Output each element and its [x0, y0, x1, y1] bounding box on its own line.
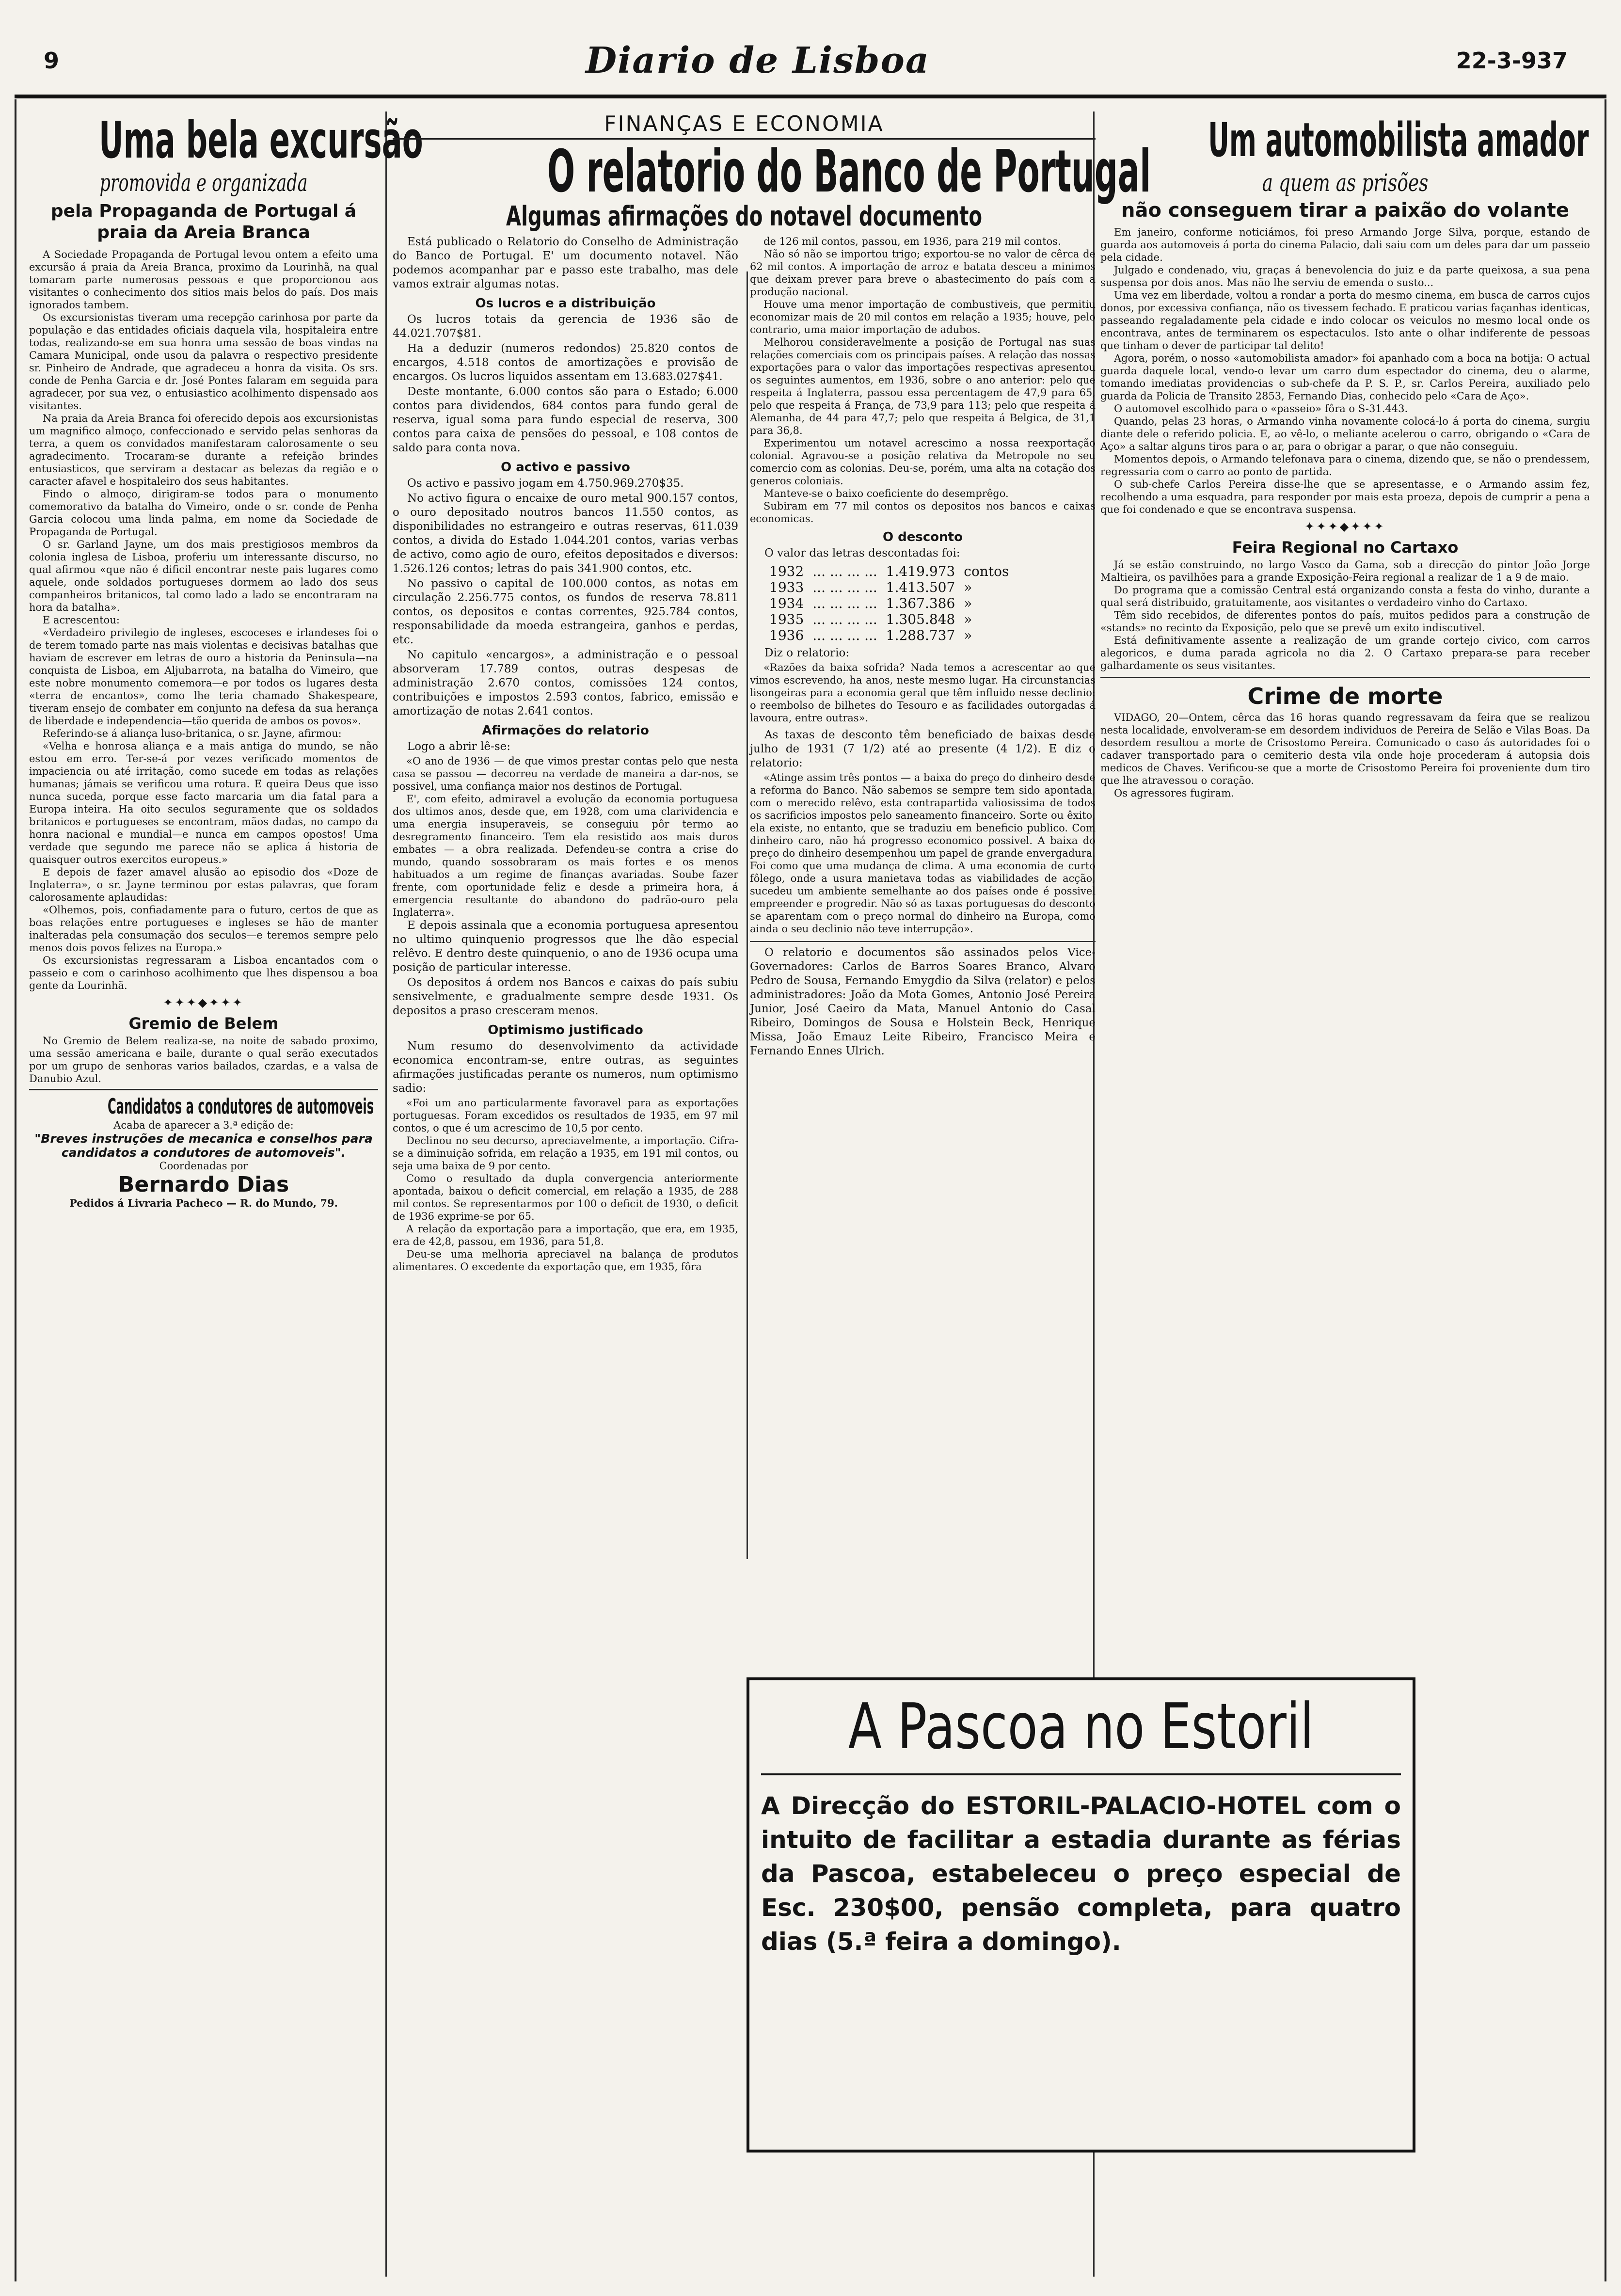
paragraph: Logo a abrir lê-se:: [407, 740, 511, 753]
rate-unit: »: [964, 627, 972, 643]
paragraph: Já se estão construindo, no largo Vasco da Gama, sob a direcção do pintor João Jorge Maltieira, os pavilhões para a grande Exposição-Feira regional a realizar de 1 a 9 de maio.: [1100, 559, 1590, 583]
deck: Algumas afirmações do notavel documento: [506, 201, 983, 232]
rate-unit: »: [964, 579, 972, 595]
table-row: [769, 627, 1017, 643]
masthead-rule: [15, 95, 1606, 98]
paragraph: O sub-chefe Carlos Pereira disse-lhe que se apresentasse, e o Armando assim fez, recolhendo a uma esquadra, para responder por mais esta proeza, depois de cumprir a pena a que foi condenado e que se encontrava suspensa.: [1100, 478, 1590, 515]
rate-unit: »: [964, 611, 972, 627]
headline: Uma bela excursão: [98, 111, 423, 170]
rate-value: 1.419.973: [886, 563, 955, 579]
discount-table: [769, 563, 1017, 643]
headline: Um automobilista amador: [1208, 113, 1589, 167]
paragraph: O relatorio e documentos são assinados pelos Vice-Governadores: Carlos de Barros Soares Branco, Alvaro Pedro de Sousa, Fernando Emygdio da Silva (relator) e pelos administradores: João da Mota Gomes, Antonio José Pereira Junior, José Caeiro da Mata, Manuel Antonio do Casal Ribeiro, Domingos de Sousa e Holstein Beck, Henrique Missa, João Emauz Leite Ribeiro, Francisco Meira e Fernando Ennes Ulrich.: [750, 946, 1096, 1057]
subheading: Optimismo justificado: [488, 1023, 643, 1037]
paragraph: «Razões da baixa sofrida? Nada temos a acrescentar ao que vimos escrevendo, ha anos, neste mesmo lugar. Ha circunstancias lisongeiras para a economia geral que têm influido nesse declinio: o reembolso de bilhetes do Tesouro e as facilidades outorgadas á lavoura, entre outras».: [750, 662, 1096, 724]
gremio-text: No Gremio de Belem realiza-se, na noite de sabado proximo, uma sessão americana e baile, durante o qual serão executados por um grupo de senhoras varios bailados, czardas, e a valsa de Danubio Azul.: [29, 1035, 378, 1084]
deck: não conseguem tirar a paixão do volante: [1121, 199, 1569, 222]
paragraph: Manteve-se o baixo coeficiente do desemprêgo.: [763, 488, 1009, 499]
rate-value: 1.305.848: [886, 611, 955, 627]
paragraph: No activo figura o encaixe de ouro metal 900.157 contos, o ouro depositado noutros bancos 11.550 contos, as disponibilidades no estrangeiro e outras reservas, 611.039 contos, a divida do Estado 1.044.201 contos, varias verbas de activo, como agio de ouro, efeitos depositados e diversos: 1.526.126 contos; letras do pais 341.900 contos, etc.: [393, 492, 738, 575]
orders-line: Pedidos á Livraria Pacheco — R. do Mundo, 79.: [69, 1197, 338, 1209]
paragraph: Os activo e passivo jogam em 4.750.969.270$35.: [407, 477, 684, 490]
subheading: O activo e passivo: [501, 460, 630, 475]
subhead: a quem as prisões: [1262, 169, 1429, 197]
section-kicker: FINANÇAS E ECONOMIA: [604, 112, 884, 136]
paragraph: Momentos depois, o Armando telefonava para o cinema, dizendo que, se não o prendessem, regressaria com o carro ao ponto de partida.: [1100, 453, 1590, 478]
paragraph: VIDAGO, 20—Ontem, cêrca das 16 horas quando regressavam da feira que se realizou nesta localidade, envolveram-se em desordem individuos de Pereira de Selão e Vilas Boas. Da desordem resultou a morte de Crisostomo Pereira. Comunicado o caso ás autoridades foi o cadaver transportado para o cemiterio desta vila onde hoje procederam á autopsia dois medicos de Chaves. Verificou-se que a morte de Crisostomo Pereira foi proveniente dum tiro que lhe atravessou o coração.: [1100, 712, 1590, 786]
paragraph: Não só não se importou trigo; exportou-se no valor de cêrca de 62 mil contos. A importação de arroz e batata desceu a minimos que deixam prever para breve o abastecimento do país com a produção nacional.: [750, 248, 1096, 298]
paragraph: Referindo-se á aliança luso-britanica, o sr. Jayne, afirmou:: [43, 728, 342, 739]
rate-unit: »: [964, 595, 972, 611]
headline: O relatorio do Banco de Portugal: [547, 138, 1151, 206]
newspaper-title: Diario de Lisboa: [585, 40, 930, 81]
ornament-divider: ✦✦✦◆✦✦✦: [1304, 520, 1386, 533]
paragraph: Os depositos á ordem nos Bancos e caixas do país subiu sensivelmente, e gradualmente sempre desde 1931. Os depositos a praso cresceram menos.: [393, 976, 738, 1017]
paragraph: «Verdadeiro privilegio de ingleses, escoceses e irlandeses foi o de terem tomado parte nas mais violentas e decisivas batalhas que haviam de escrever em letras de ouro a historia da Peninsula—na conquista de Lisboa, em Aljubarrota, na batalha do Vimeiro, que este nobre monumento comemora—e por todos os lugares desta «terra de encantos», como lhe teria chamado Shakespeare, tiveram ensejo de combater em conjunto na defesa da sua herança de liberdade e independencia—tão querida de ambos os povos».: [29, 627, 378, 727]
advert-body: A Direcção do ESTORIL-PALACIO-HOTEL com o intuito de facilitar a estadia durante as férias da Pascoa, estabeleceu o preço especial de Esc. 230$00, pensão completa, para quatro dias (5.ª feira a domingo).: [761, 1792, 1401, 1956]
paragraph: Num resumo do desenvolvimento da actividade economica encontram-se, entre outras, as seguintes afirmações justificadas perante os numeros, num optimismo sadio:: [393, 1040, 738, 1095]
paragraph: «Atinge assim três pontos — a baixa do preço do dinheiro desde a reforma do Banco. Não sabemos se sempre tem sido apontada, com o merecido relêvo, esta contrapartida valiosissima de todos os sacrificios impostos pelo saneamento financeiro. Sorte ou êxito, ela existe, no entanto, que se traduziu em beneficio publico. Com dinheiro caro, não há progresso economico possivel. A baixa do preço do dinheiro desempenhou um papel de grande envergadura. Foi como que uma mudança de clima. A uma economia de curto fôlego, onde a usura manietava todas as viabilidades de acção, sucedeu um ambiente semelhante ao dos países onde é possivel empreender e progredir. Não só as taxas portuguesas do desconto se aparentam com o preço normal do dinheiro na Europa, como ainda o seu declinio não teve interrupção».: [750, 772, 1096, 935]
paragraph: Têm sido recebidos, de diferentes pontos do país, muitos pedidos para a construção de «stands» no recinto da Exposição, pelo que se prevê um exito indiscutivel.: [1100, 609, 1590, 634]
leader-dots: ... ... ... ...: [812, 611, 877, 627]
rate-unit: contos: [964, 563, 1009, 579]
paragraph: Deu-se uma melhoria apreciavel na balança de produtos alimentares. O excedente da exportação que, em 1935, fôra: [393, 1248, 738, 1273]
paragraph: Diz o relatorio:: [764, 647, 850, 659]
paragraph: E depois assinala que a economia portuguesa apresentou no ultimo quinquenio progressos que lhe dão especial relêvo. E dentro deste quinquenio, o ano de 1936 ocupa uma posição de particular interesse.: [393, 919, 738, 974]
rate-value: 1.413.507: [886, 579, 955, 595]
paragraph: No capitulo «encargos», a administração e o pessoal absorveram 17.789 contos, outras despesas de administração 2.670 contos, comissões 124 contos, contribuições e impostos 2.593 contos, fabrico, emissão e amortização de notas 2.641 contos.: [393, 649, 738, 718]
paragraph: Subiram em 77 mil contos os depositos nos bancos e caixas economicas.: [750, 500, 1096, 525]
paragraph: Quando, pelas 23 horas, o Armando vinha novamente colocá-lo á porta do cinema, surgiu diante dele o referido policia. E, ao vê-lo, o meliante acelerou o carro, obrigando o «Cara de Aço» a saltar alguns tiros para o ar, para o obrigar a parar, o que não conseguiu.: [1100, 415, 1590, 452]
paragraph: Está publicado o Relatorio do Conselho de Administração do Banco de Portugal. E' um documento notavel. Não podemos acompanhar par e passo este trabalho, mas dele vamos extrair algumas notas.: [393, 236, 738, 290]
advert-pascoa: [747, 1677, 1415, 2152]
subheading: Os lucros e a distribuição: [475, 296, 656, 311]
deck: pela Propaganda de Portugal á praia da Areia Branca: [50, 201, 357, 242]
candidatos-line: "Breves instruções de mecanica e conselhos para candidatos a condutores de automoveis".: [34, 1132, 373, 1160]
paragraph: Findo o almoço, dirigiram-se todos para o monumento comemorativo da batalha do Vimeiro, onde o sr. conde de Penha Garcia colocou uma linda palma, em nome da Sociedade de Propaganda de Portugal.: [29, 488, 378, 538]
paragraph: As taxas de desconto têm beneficiado de baixas desde julho de 1931 (7 1/2) até ao presente (4 1/2). E diz o relatorio:: [750, 729, 1096, 769]
gremio-title: Gremio de Belem: [128, 1014, 279, 1033]
rate-year: 1936: [769, 627, 804, 643]
paragraph: O sr. Garland Jayne, um dos mais prestigiosos membros da colonia inglesa de Lisboa, proferiu um interessante discurso, no qual afirmou «que não é dificil encontrar neste pais lugares como aquele, onde soldados portugueses dormem ao lado dos seus companheiros britanicos, tal como lado a lado se encontraram na hora da batalha».: [29, 539, 378, 613]
rate-year: 1935: [769, 611, 804, 627]
rate-value: 1.288.737: [886, 627, 955, 643]
paragraph: O automovel escolhido para o «passeio» fôra o S-31.443.: [1114, 403, 1408, 415]
rate-value: 1.367.386: [886, 595, 955, 611]
subheading: O desconto: [883, 530, 963, 544]
paragraph: «Foi um ano particularmente favoravel para as exportações portuguesas. Foram excedidos os resultados de 1935, em 97 mil contos, o que é um acrescimo de 10,5 por cento.: [393, 1097, 738, 1134]
paragraph: Como o resultado da dupla convergencia anteriormente apontada, baixou o deficit comercial, em relação a 1935, de 288 mil contos. Se representarmos por 100 o deficit de 1930, o deficit de 1936 exprime-se por 65.: [393, 1173, 738, 1222]
paragraph: Do programa que a comissão Central está organizando consta a festa do vinho, durante a qual será distribuido, gratuitamente, aos visitantes o verdadeiro vinho do Cartaxo.: [1100, 584, 1590, 608]
leader-dots: ... ... ... ...: [812, 563, 877, 579]
rate-year: 1934: [769, 595, 804, 611]
subheading: Afirmações do relatorio: [482, 723, 649, 738]
paragraph: «Velha e honrosa aliança e a mais antiga do mundo, se não estou em erro. Ter-se-á por vezes verificado momentos de impaciencia ou até irritação, como sucede em todas as relações humanas; jámais se verificou uma rotura. E queira Deus que isso nunca suceda, porque esse facto marcaria um dia fatal para a Europa inteira. Ha oito seculos seguramente que os soldados britanicos e portugueses se encontram, mãos dadas, no campo da honra nacional e mundial—e nunca em campos opostos! Uma verdade que segundo me parece não se aplica á historia de quaisquer outros exercitos europeus.»: [29, 740, 378, 865]
paragraph: Os excursionistas regressaram a Lisboa encantados com o passeio e com o carinhoso acolhimento que lhes dispensou a boa gente da Lourinhã.: [29, 955, 378, 991]
paragraph: A relação da exportação para a importação, que era, em 1935, era de 42,8, passou, em 1936, para 51,8.: [393, 1223, 738, 1247]
paragraph: E acrescentou:: [43, 614, 120, 626]
page-number: 9: [44, 48, 60, 74]
paragraph: Está definitivamente assente a realização de um grande cortejo civico, com carros alegoricos, e duma parada agricola no dia 2. O Cartaxo prepara-se para receber galhardamente os seus visitantes.: [1100, 635, 1590, 671]
table-row: [769, 595, 1017, 611]
table-row: [769, 563, 1017, 579]
rate-year: 1932: [769, 563, 804, 579]
table-row: [769, 611, 1017, 627]
leader-dots: ... ... ... ...: [812, 579, 877, 595]
paragraph: «Olhemos, pois, confiadamente para o futuro, certos de que as boas relações entre portugueses e ingleses se hão de manter inalteradas pela consumação dos seculos—e teremos sempre pelo menos dois povos felizes na Europa.»: [29, 904, 378, 954]
paragraph: Os agressores fugiram.: [1114, 787, 1234, 799]
paragraph: No passivo o capital de 100.000 contos, as notas em circulação 2.256.775 contos, os fundos de reserva 78.811 contos, os depositos e contas correntes, 925.784 contos, responsabilidade da moeda estrangeira, ganhos e perdas, etc.: [393, 577, 738, 646]
column-divider: [385, 112, 387, 2277]
paragraph: de 126 mil contos, passou, em 1936, para 219 mil contos.: [763, 236, 1061, 247]
paragraph: Agora, porém, o nosso «automobilista amador» foi apanhado com a boca na botija: O actual guarda daquele local, vendo-o levar um carro dum espectador do cinema, deu o alarme, tomando imediatas providencias o sub-chefe da P. S. P., sr. Carlos Pereira, auxiliado pelo guarda da Policia de Transito 2853, Fernando Dias, conhecido pelo «Cara de Aço».: [1100, 352, 1590, 402]
feira-title: Feira Regional no Cartaxo: [1232, 538, 1459, 557]
rate-year: 1933: [769, 579, 804, 595]
paragraph: Deste montante, 6.000 contos são para o Estado; 6.000 contos para dividendos, 684 contos para fundo geral de reserva, igual soma para fundo especial de reserva, 300 contos para caixa de pensões do pessoal, e 108 contos de saldo para conta nova.: [393, 385, 738, 454]
paragraph: Uma vez em liberdade, voltou a rondar a porta do mesmo cinema, em busca de carros cujos donos, por excessiva confiança, não os tivessem fechado. E praticou varias façanhas identicas, passeando regaladamente pela cidade e indo colocar os veiculos no mesmo local onde os encontrava, antes de terminarem os espectaculos. Isto ante o olhar indiferente de pessoas que tinham o dever de participar tal delito!: [1100, 289, 1590, 351]
paragraph: E', com efeito, admiravel a evolução da economia portuguesa dos ultimos anos, desde que, em 1928, com uma clarividencia e uma energia insuperaveis, se conseguiu pôr termo ao desregramento financeiro. Tem ela resistido aos mais duros embates — a obra realizada. Defendeu-se contra a crise do mundo, quando sossobraram os mais fortes e os menos habituados a um regime de finanças avariadas. Soube fazer frente, com oportunidade feliz e desde a primeira hora, á emergencia resultante do abandono do padrão-ouro pela Inglaterra».: [393, 793, 738, 918]
ornament-divider: ✦✦✦◆✦✦✦: [163, 996, 244, 1009]
paragraph: Experimentou um notavel acrescimo a nossa reexportação colonial. Agravou-se a posição relativa da Metropole no seu comercio com as colonias. Deu-se, porém, uma alta na cotação dos generos coloniais.: [750, 437, 1096, 487]
right-column: [750, 235, 1096, 1273]
leader-dots: ... ... ... ...: [812, 595, 877, 611]
paragraph: Julgado e condenado, viu, graças á benevolencia do juiz e da parte queixosa, a sua pena suspensa por dois anos. Mas não lhe serviu de emenda o susto...: [1100, 264, 1590, 288]
paragraph: E depois de fazer amavel alusão ao episodio dos «Doze de Inglaterra», o sr. Jayne terminou por estas palavras, que foram calorosamente aplaudidas:: [29, 866, 378, 903]
left-column: [393, 235, 738, 1273]
paragraph: A Sociedade Propaganda de Portugal levou ontem a efeito uma excursão á praia da Areia Branca, proximo da Lourinhã, na qual tomaram parte numerosas pessoas e que proporcionou aos visitantes o conhecimento dos sitios mais belos do país. Dos mais ignorados tambem.: [29, 249, 378, 311]
paragraph: O valor das letras descontadas foi:: [764, 547, 960, 559]
candidatos-line: Acaba de aparecer a 3.ª edição de:: [113, 1119, 294, 1131]
crime-title: Crime de morte: [1247, 683, 1443, 709]
leader-dots: ... ... ... ...: [812, 627, 877, 643]
paragraph: Os excursionistas tiveram uma recepção carinhosa por parte da população e das entidades oficiais daquela vila, hospitaleira entre todas, realizando-se em sua honra uma sessão de boas vindas na Camara Municipal, onde usou da palavra o respectivo presidente sr. Pinheiro de Andrade, que agradeceu a honra da visita. Os srs. conde de Penha Garcia e dr. José Pontes falaram em seguida para agradecer, por sua vez, o entusiastico acolhimento dispensado aos visitantes.: [29, 312, 378, 412]
subhead: promovida e organizada: [99, 169, 308, 197]
paragraph: Houve uma menor importação de combustiveis, que permitiu economizar mais de 20 mil contos em relação a 1935; houve, pelo contrario, uma maior importação de adubos.: [750, 299, 1096, 335]
issue-date: 22-3-937: [1456, 48, 1568, 74]
paragraph: Melhorou consideravelmente a posição de Portugal nas suas relações comerciais com os principais países. A relação das nossas exportações para o valor das importações respectivas apresentou os seguintes aumentos, em 1936, sobre o ano anterior: pelo que respeita á Inglaterra, passou essa percentagem de 47,9 para 65, pelo que respeita á França, de 73,9 para 113; pelo que respeita á Alemanha, de 44 para 47,7; pelo que respeita á Belgica, de 31,1 para 36,8.: [750, 336, 1096, 436]
paragraph: Os lucros totais da gerencia de 1936 são de 44.021.707$81.: [393, 313, 738, 340]
masthead: [44, 34, 1568, 87]
candidatos-line: Coordenadas por: [159, 1160, 248, 1172]
article-excursao: [29, 111, 423, 2277]
paragraph: Em janeiro, conforme noticiámos, foi preso Armando Jorge Silva, porque, estando de guarda aos automoveis á porta do cinema Palacio, dali saiu com um deles para dar um passeio pela cidade.: [1100, 226, 1590, 263]
candidatos-title: Candidatos a condutores de automoveis: [108, 1094, 374, 1119]
table-row: [769, 579, 1017, 595]
advert-title: A Pascoa no Estoril: [848, 1690, 1314, 1763]
author-name: Bernardo Dias: [118, 1172, 289, 1197]
paragraph: Na praia da Areia Branca foi oferecido depois aos excursionistas um magnifico almoço, confeccionado e servido pelas senhoras da terra, a quem os convidados manifestaram calorosamente o seu agradecimento. Trocaram-se durante a refeição brindes entusiasticos, que serviram a destacar as belezas da região e o caracter afavel e hospitaleiro dos seus habitantes.: [29, 413, 378, 487]
paragraph: Declinou no seu decurso, apreciavelmente, a importação. Cifra-se a diminuição sofrida, em relação a 1935, em 191 mil contos, ou seja uma baixa de 9 por cento.: [393, 1135, 738, 1172]
paragraph: «O ano de 1936 — de que vimos prestar contas pelo que nesta casa se passou — decorreu na verdade de maneira a dar-nos, se possivel, uma confiança maior nos destinos de Portugal.: [393, 755, 738, 792]
paragraph: Ha a deduzir (numeros redondos) 25.820 contos de encargos, 4.518 contos de amortizações e provisão de encargos. Os lucros liquidos assentam em 13.683.027$41.: [393, 342, 738, 383]
